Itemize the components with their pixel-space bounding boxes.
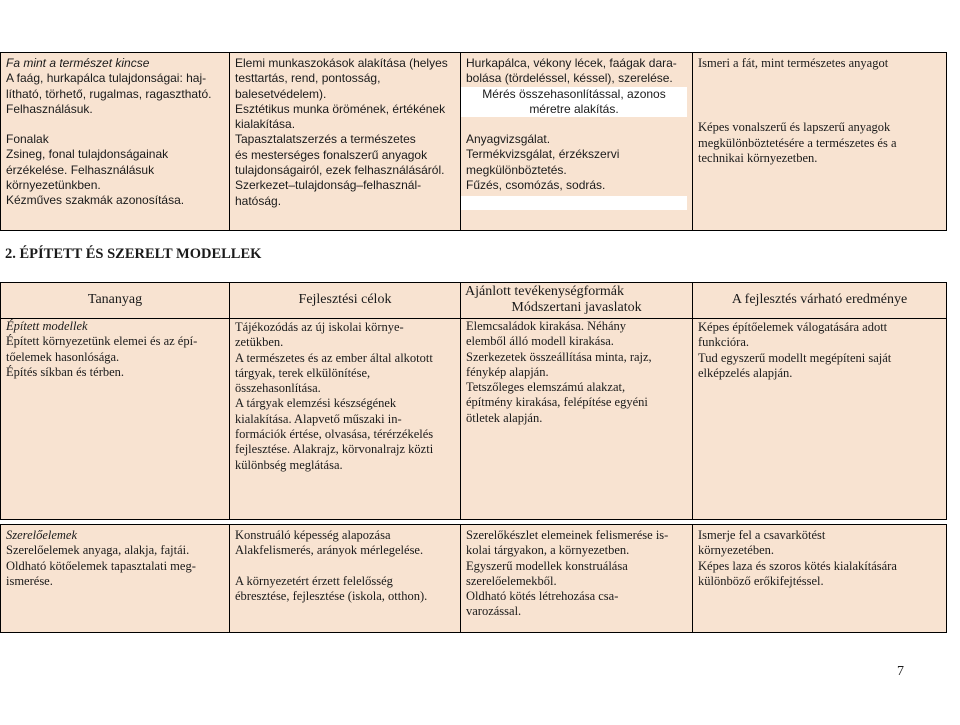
text-line: Fonalak [6, 132, 49, 147]
row2-fejlesztesi-celok [230, 525, 461, 633]
text-line: összehasonlítása. [235, 381, 321, 396]
header-fejlesztesi-celok [230, 283, 461, 319]
text-line: Tájékozódás az új iskolai környe- [235, 320, 404, 334]
text-line: és mesterséges fonalszerű anyagok [235, 147, 428, 162]
text-line: A környezetért érzett felelősség [235, 573, 393, 588]
topic-title: Épített modellek [6, 319, 88, 333]
text-line: formációk értése, olvasása, térérzékelés [235, 427, 434, 442]
text-line: méretre alakítás. [529, 101, 619, 116]
text-line: varozással. [466, 604, 522, 619]
text-line: Képes laza és szoros kötés kialakítására [698, 558, 897, 573]
text-line: Zsineg, fonal tulajdonságainak [6, 147, 169, 162]
text-line: Elemcsaládok kirakása. Néhány [466, 319, 627, 333]
row2-table [0, 524, 947, 633]
text-line: A természetes és az ember által alkotott [235, 350, 433, 365]
text-line: funkcióra. [698, 335, 750, 350]
text-line: tárgyak, terek elkülönítése, [235, 365, 371, 380]
text-line: kialakítása. Alapvető műszaki in- [235, 411, 402, 426]
text-line: ötletek alapján. [466, 410, 543, 425]
header-label: A fejlesztés várható eredménye [731, 292, 908, 307]
top-col3-cell [461, 53, 693, 231]
top-col4-cell [693, 53, 947, 231]
header-label: Ajánlott tevékenységformák [465, 284, 625, 299]
section-title: 2. ÉPÍTETT ÉS SZERELT MODELLEK [5, 246, 262, 262]
text-line: testtartás, rend, pontosság, [235, 71, 381, 86]
text-line: Szerkezet–tulajdonság–felhasznál- [235, 178, 422, 193]
text-line: Kézműves szakmák azonosítása. [6, 193, 185, 208]
text-line: Mérés összehasonlítással, azonos [482, 86, 666, 101]
text-line: zetükben. [235, 335, 284, 350]
text-line: tőelemek hasonlósága. [6, 349, 120, 364]
row1-ajanlott [461, 319, 693, 520]
text-line: Képes építőelemek válogatására adott [698, 320, 888, 334]
top-table [0, 52, 947, 231]
text-line: technikai környezetben. [698, 150, 818, 165]
top-col2-cell [230, 53, 461, 231]
text-line: megkülönböztetés. [466, 162, 567, 177]
text-line: ébresztése, fejlesztése (iskola, otthon). [235, 588, 428, 603]
white-highlight-box [461, 87, 687, 118]
page-number: 7 [897, 664, 904, 679]
header-ajanlott [461, 283, 693, 319]
text-line: A tárgyak elemzési készségének [235, 396, 397, 411]
text-line: építmény kirakása, felépítése egyéni [466, 395, 648, 410]
header-tananyag [1, 283, 230, 319]
text-line: Ismerje fel a csavarkötést [698, 528, 826, 542]
text-line: Anyagvizsgálat. [466, 132, 551, 147]
text-line: Tud egyszerű modellt megépíteni saját [698, 350, 892, 365]
text-line: Ismeri a fát, mint természetes anyagot [698, 56, 889, 70]
text-line: Épített környezetünk elemei és az épí- [6, 334, 198, 349]
text-line: különbség meglátása. [235, 457, 343, 472]
text-line: balesetvédelem). [235, 86, 327, 101]
row1-fejlesztesi-celok [230, 319, 461, 520]
text-line: szerelőelemekből. [466, 573, 557, 588]
text-line: érzékelése. Felhasználásuk [6, 162, 155, 177]
row2-ajanlott [461, 525, 693, 633]
text-line: Szerelőkészlet elemeinek felismerése is- [466, 528, 669, 542]
text-line: Konstruáló képesség alapozása [235, 528, 391, 542]
top-col1-cell [1, 53, 230, 231]
text-line: környezetében. [698, 543, 775, 558]
text-line: Elemi munkaszokások alakítása (helyes [235, 56, 448, 70]
text-line: Fűzés, csomózás, sodrás. [466, 178, 606, 193]
row2-tananyag [1, 525, 230, 633]
text-line: különböző erőkifejtéssel. [698, 573, 824, 588]
row1-tananyag [1, 319, 230, 520]
text-line: környezetünkben. [6, 178, 101, 193]
text-line: A faág, hurkapálca tulajdonságai: haj- [6, 71, 207, 86]
text-line: hatóság. [235, 193, 282, 208]
text-line: Oldható kötés létrehozása csa- [466, 589, 619, 604]
text-line: elképzelés alapján. [698, 365, 793, 380]
header-label: Módszertani javaslatok [511, 300, 642, 315]
text-line: tulajdonságairól, ezek felhasználásáról. [235, 163, 445, 178]
subject-title: Fa mint a természet kincse [6, 56, 150, 70]
text-line: fénykép alapján. [466, 364, 549, 379]
header-label: Tananyag [87, 292, 143, 307]
topic-title: Szerelőelemek [6, 528, 78, 542]
text-line: megkülönböztetésére a természetes és a [698, 135, 897, 150]
text-line: Esztétikus munka örömének, értékének [235, 101, 446, 116]
text-line: Felhasználásuk. [6, 101, 93, 116]
text-line: Szerkezetek összeállítása minta, rajz, [466, 349, 652, 364]
text-line: Építés síkban és térben. [6, 364, 125, 379]
text-line: Tetszőleges elemszámú alakzat, [466, 380, 626, 395]
text-line: Oldható kötőelemek tapasztalati meg- [6, 558, 196, 573]
text-line: Tapasztalatszerzés a természetes [235, 132, 416, 147]
text-line: Szerelőelemek anyaga, alakja, fajtái. [6, 543, 190, 558]
text-line: Hurkapálca, vékony lécek, faágak dara- [466, 56, 677, 70]
row1-varhato-eredmeny [693, 319, 947, 520]
header-varhato-eredmeny [693, 283, 947, 319]
white-strip [461, 196, 687, 210]
text-line: kialakítása. [235, 117, 296, 132]
text-line: Termékvizsgálat, érzékszervi [466, 147, 620, 162]
text-line: kolai tárgyakon, a környezetben. [466, 543, 630, 558]
text-line: bolása (tördeléssel, késsel), szerelése. [466, 71, 673, 86]
text-line: Képes vonalszerű és lapszerű anyagok [698, 120, 891, 135]
text-line: Alakfelismerés, arányok mérlegelése. [235, 543, 424, 558]
header-label: Fejlesztési célok [298, 292, 392, 307]
row2-varhato-eredmeny [693, 525, 947, 633]
text-line: elemből álló modell kirakása. [466, 334, 614, 349]
text-line: Egyszerű modellek konstruálása [466, 558, 628, 573]
main-table [0, 282, 947, 520]
text-line: fejlesztése. Alakrajz, körvonalrajz közti [235, 442, 434, 457]
text-line: lítható, törhető, rugalmas, ragasztható. [6, 86, 212, 101]
text-line: ismerése. [6, 573, 53, 588]
